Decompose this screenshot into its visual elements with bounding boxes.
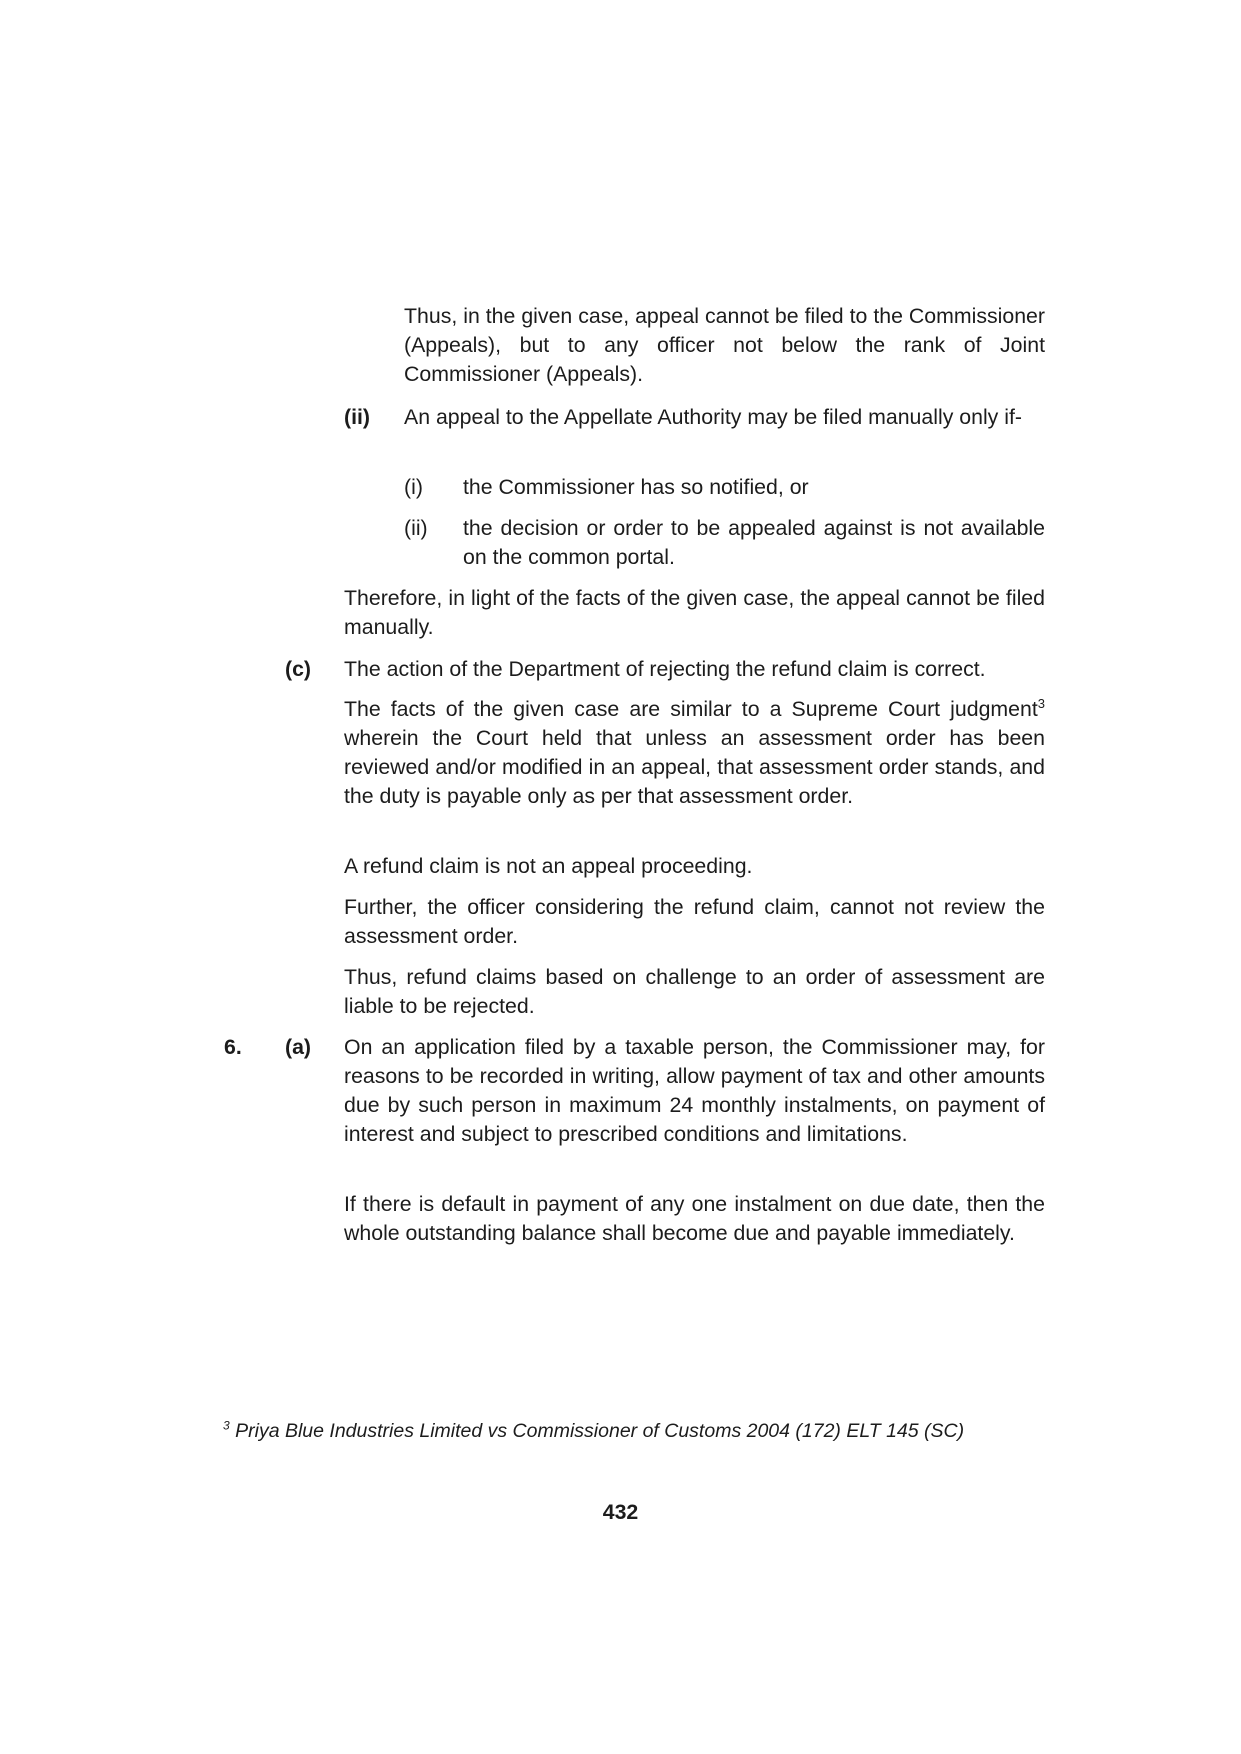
item-label-a: (a) bbox=[285, 1035, 312, 1059]
item-label-c: (c) bbox=[285, 657, 312, 681]
paragraph-supreme-court-judgment bbox=[344, 695, 1045, 811]
footnote-reference: 3 bbox=[1037, 695, 1045, 711]
footnote-marker: 3 bbox=[223, 1418, 230, 1433]
question-number-6: 6. bbox=[224, 1035, 242, 1059]
paragraph-therefore-manual: Therefore, in light of the facts of the given case, the appeal cannot be filed manually. bbox=[344, 586, 1045, 639]
paragraph-refund-not-appeal: A refund claim is not an appeal proceeding. bbox=[344, 854, 753, 878]
page-number: 432 bbox=[602, 1500, 639, 1524]
sub-item-label-ii: (ii) bbox=[404, 516, 428, 540]
footnote-text: Priya Blue Industries Limited vs Commissioner of Customs 2004 (172) ELT 145 (SC) bbox=[229, 1420, 965, 1442]
sub-item-text-ii: the decision or order to be appealed against is not available on the common portal. bbox=[463, 516, 1045, 569]
paragraph-refund-claims-rejected: Thus, refund claims based on challenge to an order of assessment are liable to be rejected. bbox=[344, 965, 1045, 1018]
paragraph-manual-appeal-conditions: An appeal to the Appellate Authority may be filed manually only if- bbox=[404, 405, 1022, 429]
paragraph-refund-rejection-correct: The action of the Department of rejecting the refund claim is correct. bbox=[344, 657, 986, 681]
sub-item-text-i: the Commissioner has so notified, or bbox=[463, 475, 809, 499]
judgment-text-end: wherein the Court held that unless an assessment order has been reviewed and/or modified in an appeal, that assessment order stands, and the duty is payable only as per that assessment order. bbox=[344, 726, 1045, 808]
judgment-text-start: The facts of the given case are similar to a Supreme Court judgment bbox=[344, 697, 1038, 721]
footnote bbox=[223, 1418, 964, 1444]
paragraph-appeal-not-to-commissioner: Thus, in the given case, appeal cannot be filed to the Commissioner (Appeals), but to any officer not below the rank of Joint Commissioner (Appeals). bbox=[404, 304, 1045, 386]
paragraph-instalment-payment: On an application filed by a taxable person, the Commissioner may, for reasons to be recorded in writing, allow payment of tax and other amounts due by such person in maximum 24 monthly instalments, on payment of interest and subject to prescribed conditions and limitations. bbox=[344, 1035, 1045, 1146]
sub-item-label-i: (i) bbox=[404, 475, 423, 499]
paragraph-default-instalment: If there is default in payment of any one instalment on due date, then the whole outstanding balance shall become due and payable immediately. bbox=[344, 1192, 1045, 1245]
paragraph-officer-cannot-review: Further, the officer considering the refund claim, cannot not review the assessment order. bbox=[344, 895, 1045, 948]
item-label-ii: (ii) bbox=[344, 405, 371, 429]
